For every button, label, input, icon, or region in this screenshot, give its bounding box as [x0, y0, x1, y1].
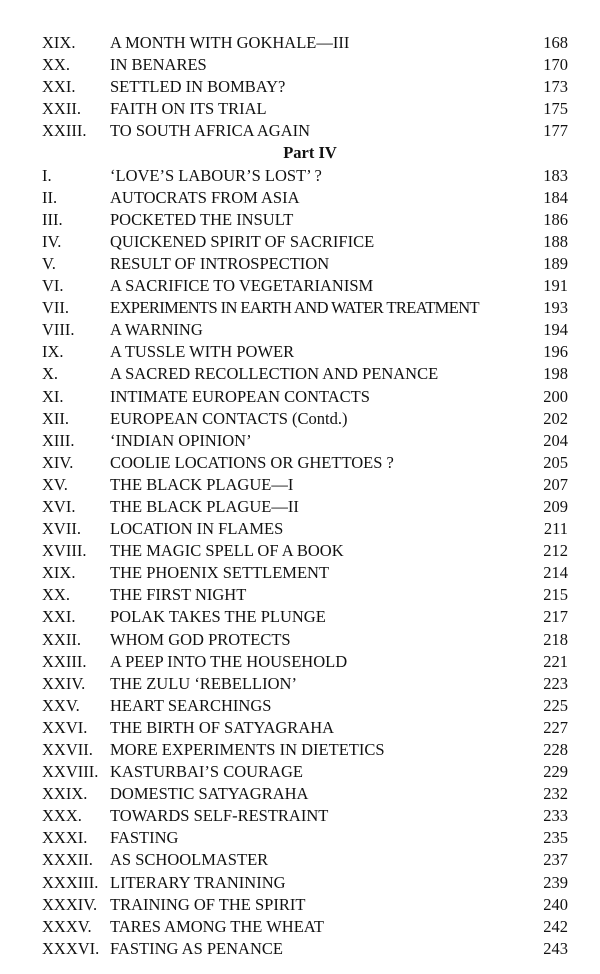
chapter-number: XX. [42, 585, 70, 605]
chapter-number: XI. [42, 386, 64, 406]
toc-entry [0, 849, 600, 871]
toc-entry [0, 253, 600, 275]
page-number: 232 [543, 784, 568, 804]
chapter-title: COOLIE LOCATIONS OR GHETTOES ? [110, 452, 394, 472]
page-number: 170 [543, 55, 568, 75]
chapter-title: A PEEP INTO THE HOUSEHOLD [110, 651, 348, 671]
chapter-title: KASTURBAI’S COURAGE [110, 762, 303, 782]
chapter-title: A WARNING [110, 320, 203, 340]
chapter-number: XIX. [42, 33, 76, 52]
chapter-title: IN BENARES [110, 55, 207, 75]
page-number: 188 [543, 231, 568, 251]
chapter-title: WHOM GOD PROTECTS [110, 629, 291, 649]
chapter-title: AS SCHOOLMASTER [110, 850, 269, 870]
chapter-title: A SACRIFICE TO VEGETARIANISM [110, 276, 374, 296]
chapter-title: A SACRED RECOLLECTION AND PENANCE [110, 364, 439, 384]
chapter-number: XVIII. [42, 541, 87, 561]
chapter-title: FASTING AS PENANCE [110, 938, 283, 958]
page-number: 168 [543, 33, 568, 52]
toc-entry [0, 562, 600, 584]
toc-entry [0, 651, 600, 673]
page-number: 196 [543, 342, 568, 362]
page-number: 173 [543, 77, 568, 97]
toc-entry [0, 165, 600, 187]
chapter-number: XV. [42, 474, 68, 494]
toc-entry [0, 739, 600, 761]
page-number: 227 [543, 717, 568, 737]
toc-entry [0, 629, 600, 651]
page-number: 209 [543, 496, 568, 516]
page-number: 235 [543, 828, 568, 848]
chapter-number: III. [42, 209, 63, 229]
chapter-number: XXI. [42, 607, 76, 627]
toc-entry [0, 319, 600, 341]
toc-entry [0, 938, 600, 960]
chapter-number: XXIV. [42, 673, 86, 693]
toc-entry [0, 32, 600, 54]
chapter-number: VI. [42, 276, 64, 296]
toc-entry [0, 894, 600, 916]
toc-list [0, 32, 600, 960]
chapter-number: XXVII. [42, 740, 93, 759]
chapter-number: V. [42, 253, 56, 273]
page-number: 211 [543, 519, 568, 539]
chapter-number: XIX. [42, 563, 76, 583]
toc-entry [0, 76, 600, 98]
toc-entry [0, 872, 600, 894]
chapter-number: II. [42, 187, 58, 207]
toc-entry [0, 761, 600, 783]
chapter-number: X. [42, 364, 59, 384]
chapter-title: MORE EXPERIMENTS IN DIETETICS [110, 740, 385, 759]
page-number: 240 [543, 894, 568, 914]
toc-entry [0, 187, 600, 209]
chapter-number: XVI. [42, 496, 76, 516]
toc-entry [0, 408, 600, 430]
chapter-title: SETTLED IN BOMBAY? [110, 77, 286, 97]
chapter-number: XX. [42, 55, 70, 75]
toc-entry [0, 695, 600, 717]
page-number: 228 [543, 740, 568, 759]
chapter-title: THE MAGIC SPELL OF A BOOK [110, 541, 344, 561]
page-number: 177 [543, 121, 568, 141]
page-number: 223 [543, 673, 568, 693]
page-number: 237 [543, 850, 568, 870]
toc-entry [0, 231, 600, 253]
chapter-number: XXVI. [42, 717, 88, 737]
chapter-title: LOCATION IN FLAMES [110, 519, 284, 539]
toc-entry [0, 275, 600, 297]
chapter-title: A TUSSLE WITH POWER [110, 342, 295, 362]
chapter-number: XXV. [42, 695, 80, 715]
toc-entry [0, 518, 600, 540]
page-number: 233 [543, 806, 568, 826]
page-number: 186 [543, 209, 568, 229]
chapter-number: XXXVI. [42, 938, 100, 958]
toc-entry [0, 606, 600, 628]
toc-entry [0, 673, 600, 695]
chapter-title: TOWARDS SELF-RESTRAINT [110, 806, 329, 826]
chapter-number: XXVIII. [42, 762, 99, 782]
page-number: 193 [543, 298, 568, 318]
toc-entry [0, 540, 600, 562]
page-number: 194 [543, 320, 568, 340]
chapter-title: EXPERIMENTS IN EARTH AND WATER TREATMENT [110, 298, 480, 318]
chapter-number: XXIX. [42, 784, 88, 804]
toc-entry [0, 717, 600, 739]
chapter-title: LITERARY TRANINING [110, 872, 286, 892]
chapter-number: XXII. [42, 99, 81, 119]
chapter-number: XXII. [42, 629, 81, 649]
toc-entry [0, 386, 600, 408]
toc-entry [0, 98, 600, 120]
chapter-number: XXIII. [42, 651, 87, 671]
chapter-title: TRAINING OF THE SPIRIT [110, 894, 306, 914]
page-number: 214 [543, 563, 568, 583]
chapter-number: XXX. [42, 806, 82, 826]
chapter-number: XXXIII. [42, 872, 99, 892]
page-number: 200 [543, 386, 568, 406]
toc-entry [0, 496, 600, 518]
chapter-title: ‘LOVE’S LABOUR’S LOST’ ? [110, 165, 322, 185]
page-number: 202 [543, 408, 568, 428]
chapter-title: THE FIRST NIGHT [110, 585, 247, 605]
chapter-number: VIII. [42, 320, 75, 340]
page-number: 184 [543, 187, 568, 207]
chapter-number: IX. [42, 342, 64, 362]
chapter-number: VII. [42, 298, 70, 318]
page-number: 242 [543, 916, 568, 936]
chapter-number: XXXII. [42, 850, 93, 870]
toc-entry [0, 363, 600, 385]
chapter-title: TARES AMONG THE WHEAT [110, 916, 324, 936]
chapter-title: A MONTH WITH GOKHALE—III [110, 33, 350, 52]
toc-entry [0, 209, 600, 231]
part-heading: Part IV [283, 143, 337, 163]
toc-entry [0, 430, 600, 452]
chapter-title: AUTOCRATS FROM ASIA [110, 187, 300, 207]
page-number: 243 [543, 938, 568, 958]
chapter-title: EUROPEAN CONTACTS (Contd.) [110, 408, 348, 428]
page-number: 183 [543, 165, 568, 185]
chapter-number: XXXV. [42, 916, 92, 936]
page-number: 221 [543, 651, 568, 671]
toc-entry [0, 584, 600, 606]
chapter-title: THE BIRTH OF SATYAGRAHA [110, 717, 335, 737]
toc-entry [0, 916, 600, 938]
toc-entry [0, 474, 600, 496]
page-number: 215 [543, 585, 568, 605]
chapter-number: XXXIV. [42, 894, 98, 914]
chapter-number: XIV. [42, 452, 74, 472]
page-number: 207 [543, 474, 568, 494]
chapter-number: XVII. [42, 519, 81, 539]
chapter-title: TO SOUTH AFRICA AGAIN [110, 121, 311, 141]
toc-entry [0, 54, 600, 76]
page-number: 218 [543, 629, 568, 649]
page-number: 225 [543, 695, 568, 715]
toc-entry [0, 805, 600, 827]
chapter-title: FAITH ON ITS TRIAL [110, 99, 267, 119]
chapter-number: XIII. [42, 430, 75, 450]
chapter-title: INTIMATE EUROPEAN CONTACTS [110, 386, 370, 406]
chapter-title: POCKETED THE INSULT [110, 209, 294, 229]
page-number: 205 [543, 452, 568, 472]
toc-entry [0, 827, 600, 849]
chapter-title: THE BLACK PLAGUE—II [110, 496, 299, 516]
chapter-title: POLAK TAKES THE PLUNGE [110, 607, 326, 627]
toc-entry [0, 452, 600, 474]
chapter-number: XXIII. [42, 121, 87, 141]
chapter-title: FASTING [110, 828, 179, 848]
chapter-number: IV. [42, 231, 62, 251]
page-number: 239 [543, 872, 568, 892]
chapter-title: THE PHOENIX SETTLEMENT [110, 563, 330, 583]
chapter-title: THE ZULU ‘REBELLION’ [110, 673, 297, 693]
toc-entry [0, 783, 600, 805]
chapter-title: QUICKENED SPIRIT OF SACRIFICE [110, 231, 375, 251]
page-number: 217 [543, 607, 568, 627]
chapter-title: HEART SEARCHINGS [110, 695, 272, 715]
page-number: 191 [543, 276, 568, 296]
toc-entry [0, 341, 600, 363]
chapter-number: XXI. [42, 77, 76, 97]
page-number: 175 [543, 99, 568, 119]
chapter-number: I. [42, 165, 52, 185]
page-number: 229 [543, 762, 568, 782]
toc-entry [0, 297, 600, 319]
chapter-number: XII. [42, 408, 70, 428]
page-number: 189 [543, 253, 568, 273]
chapter-title: RESULT OF INTROSPECTION [110, 253, 330, 273]
toc-section-part-iv [0, 165, 600, 960]
page-number: 204 [543, 430, 568, 450]
chapter-title: DOMESTIC SATYAGRAHA [110, 784, 309, 804]
toc-section-part-iii [0, 32, 600, 142]
page-number: 198 [543, 364, 568, 384]
chapter-number: XXXI. [42, 828, 88, 848]
toc-entry [0, 120, 600, 142]
chapter-title: ‘INDIAN OPINION’ [110, 430, 252, 450]
page-number: 212 [543, 541, 568, 561]
chapter-title: THE BLACK PLAGUE—I [110, 474, 294, 494]
